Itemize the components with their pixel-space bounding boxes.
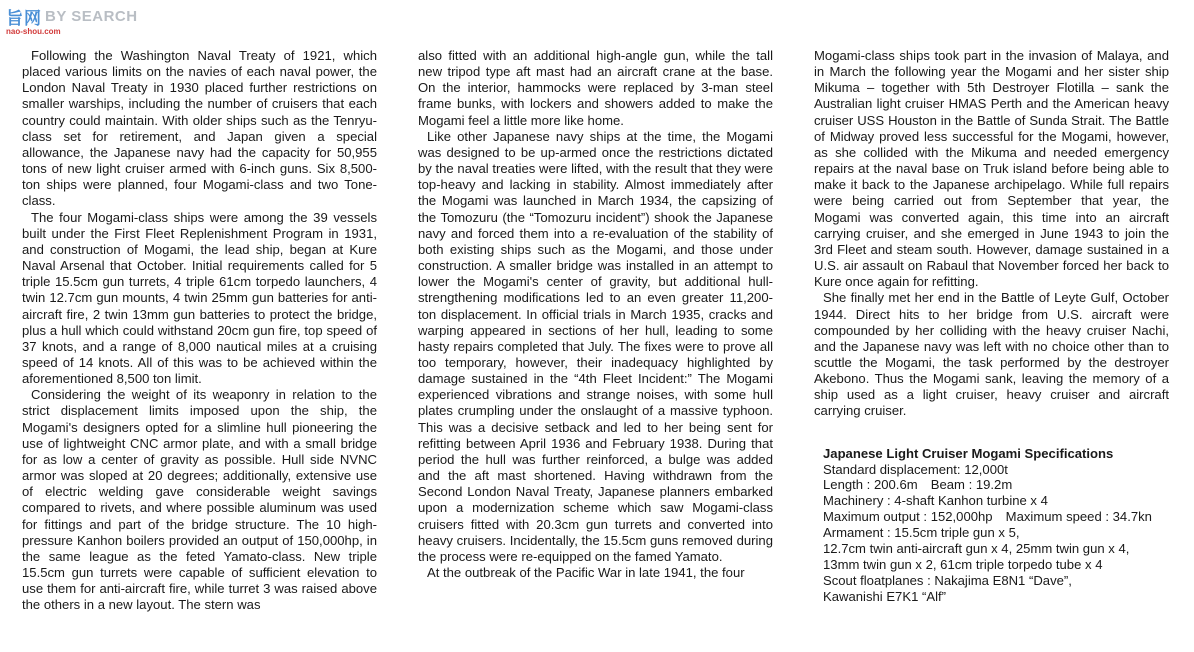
watermark [6, 4, 138, 34]
specifications-block [814, 446, 1169, 605]
spec-line: Armament : 15.5cm triple gun x 5, [823, 525, 1020, 541]
spec-line: Length : 200.6m Beam : 19.2m [823, 477, 1013, 493]
paragraph: Like other Japanese navy ships at the time, the Mogami was designed to be up-armed once the restrictions dictated by the naval treaties were lifted, with the result that they were top-heavy and lacking in stability. Almost immediately after the Mogami was launched in March 1934, the capsizing of the Tomozuru (the “Tomozuru incident”) shook the Japanese navy and forced them into a re-evaluation of the stability of both existing ships such as the Mogami, and those under construction. A smaller bridge was installed in an attempt to lower the Mogami's center of gravity, but additional hull-strengthening modifications led to an even greater 11,200-ton displacement. In official trials in March 1935, cracks and warping appeared in sections of her hull, leading to some hasty repairs completed that July. The fixes were to prove all too temporary, however, their inadequacy highlighted by damage sustained in the “4th Fleet Incident:” The Mogami experienced vibrations and strange noises, with some hull plates crumpling under the onslaught of a massive typhoon. This was a decisive setback and led to her being sent for refitting between April 1936 and February 1938. During that period the hull was further reinforced, a bulge was added and the aft mast shortened. Having withdrawn from the Second London Naval Treaty, Japanese planners embarked upon a modernization scheme which saw Mogami-class cruisers fitted with 20.3cm gun turrets and converted into heavy cruisers. Incidentally, the 15.5cm guns removed during the process were re-equipped on the famed Yamato. [418, 128, 773, 564]
text-column-2 [418, 48, 773, 581]
spec-line: Scout floatplanes : Nakajima E8N1 “Dave”, [823, 572, 1072, 588]
spec-line: Machinery : 4-shaft Kanhon turbine x 4 [823, 493, 1048, 509]
paragraph: Considering the weight of its weaponry in relation to the strict displacement limits imposed upon the ship, the Mogami's designers opted for a slimline hull pioneering the use of lightweight CNC armor plate, and with a small bridge for as low a center of gravity as possible. Hull side NVNC armor was sloped at 20 degrees; additionally, extensive use of electric welding gave considerable weight savings compared to rivets, and where possible aluminum was used for fittings and part of the bridge structure. The 10 high-pressure Kanhon boilers provided an output of 150,000hp, in the same league as the feted Yamato-class. New triple 15.5cm gun turrets were capable of sufficient elevation to use them for anti-aircraft fire, while turret 3 was raised above the others in a new layout. The stern was [22, 387, 377, 613]
spec-line: Maximum output : 152,000hp Maximum speed : 34.7kn [823, 509, 1152, 525]
paragraph: also fitted with an additional high-angle gun, while the tall new tripod type aft mast had an aircraft crane at the base. On the interior, hammocks were replaced by 3-man steel frame bunks, with lockers and showers added to make the Mogami feel a little more like home. [418, 48, 773, 128]
spec-line: Standard displacement: 12,000t [823, 461, 1008, 477]
paragraph: Mogami-class ships took part in the invasion of Malaya, and in March the following year the Mogami and her sister ship Mikuma – together with 5th Destroyer Flotilla – sank the Australian light cruiser HMAS Perth and the American heavy cruiser USS Houston in the Battle of Sunda Strait. The Battle of Midway proved less successful for the Mogami, however, as she collided with the Mikuma and needed emergency repairs at the naval base on Truk island before being able to make it back to the Japanese archipelago. While full repairs were being carried out from September that year, the Mogami was converted again, this time into an aircraft carrying cruiser, and she emerged in June 1943 to join the 3rd Fleet and steam south. However, damage sustained in a U.S. air assault on Rabaul that November forced her back to Kure once again for refitting. [814, 48, 1169, 290]
watermark-search-text: BY SEARCH [45, 8, 138, 25]
watermark-top [6, 4, 138, 29]
spec-line: 12.7cm twin anti-aircraft gun x 4, 25mm twin gun x 4, [823, 541, 1130, 557]
spec-line: Kawanishi E7K1 “Alf” [823, 588, 946, 604]
paragraph: The four Mogami-class ships were among the 39 vessels built under the First Fleet Replenishment Program in 1931, and construction of Mogami, the lead ship, began at Kure Naval Arsenal that October. Initial requirements called for 5 triple 15.5cm gun turrets, 4 triple 61cm torpedo launchers, 4 twin 12.7cm gun mounts, 4 twin 25mm gun batteries for anti-aircraft fire, 2 twin 13mm gun batteries to protect the bridge, plus a hull which could withstand 20cm gun fire, top speed of 37 knots, and a range of 8,000 nautical miles at a cruising speed of 14 knots. All of this was to be achieved within the aforementioned 8,500 ton limit. [22, 209, 377, 387]
specifications-title: Japanese Light Cruiser Mogami Specifications [823, 445, 1114, 461]
paragraph: Following the Washington Naval Treaty of 1921, which placed various limits on the navies of each naval power, the London Naval Treaty in 1930 placed further restrictions on smaller warships, including the number of cruisers that each country could maintain. With older ships such as the Tenryu-class set for retirement, and Japan given a special allowance, the Japanese navy had the capacity for 50,955 tons of new light cruiser armed with 6-inch guns. Six 8,500-ton ships were planned, four Mogami-class and two Tone-class. [22, 48, 377, 209]
watermark-url: nao-shou.com [6, 27, 61, 36]
watermark-logo: 旨网 [6, 9, 42, 29]
paragraph: At the outbreak of the Pacific War in late 1941, the four [427, 565, 745, 580]
spec-line: 13mm twin gun x 2, 61cm triple torpedo tube x 4 [823, 556, 1103, 572]
text-column-1 [22, 48, 377, 613]
text-column-3 [814, 48, 1169, 605]
paragraph: She finally met her end in the Battle of Leyte Gulf, October 1944. Direct hits to her bridge from U.S. aircraft were compounded by her colliding with the heavy cruiser Nachi, and the Japanese navy was left with no choice other than to scuttle the Mogami, the task performed by the destroyer Akebono. Thus the Mogami sank, leaving the memory of a ship used as a light cruiser, heavy cruiser and aircraft carrying cruiser. [814, 290, 1169, 419]
